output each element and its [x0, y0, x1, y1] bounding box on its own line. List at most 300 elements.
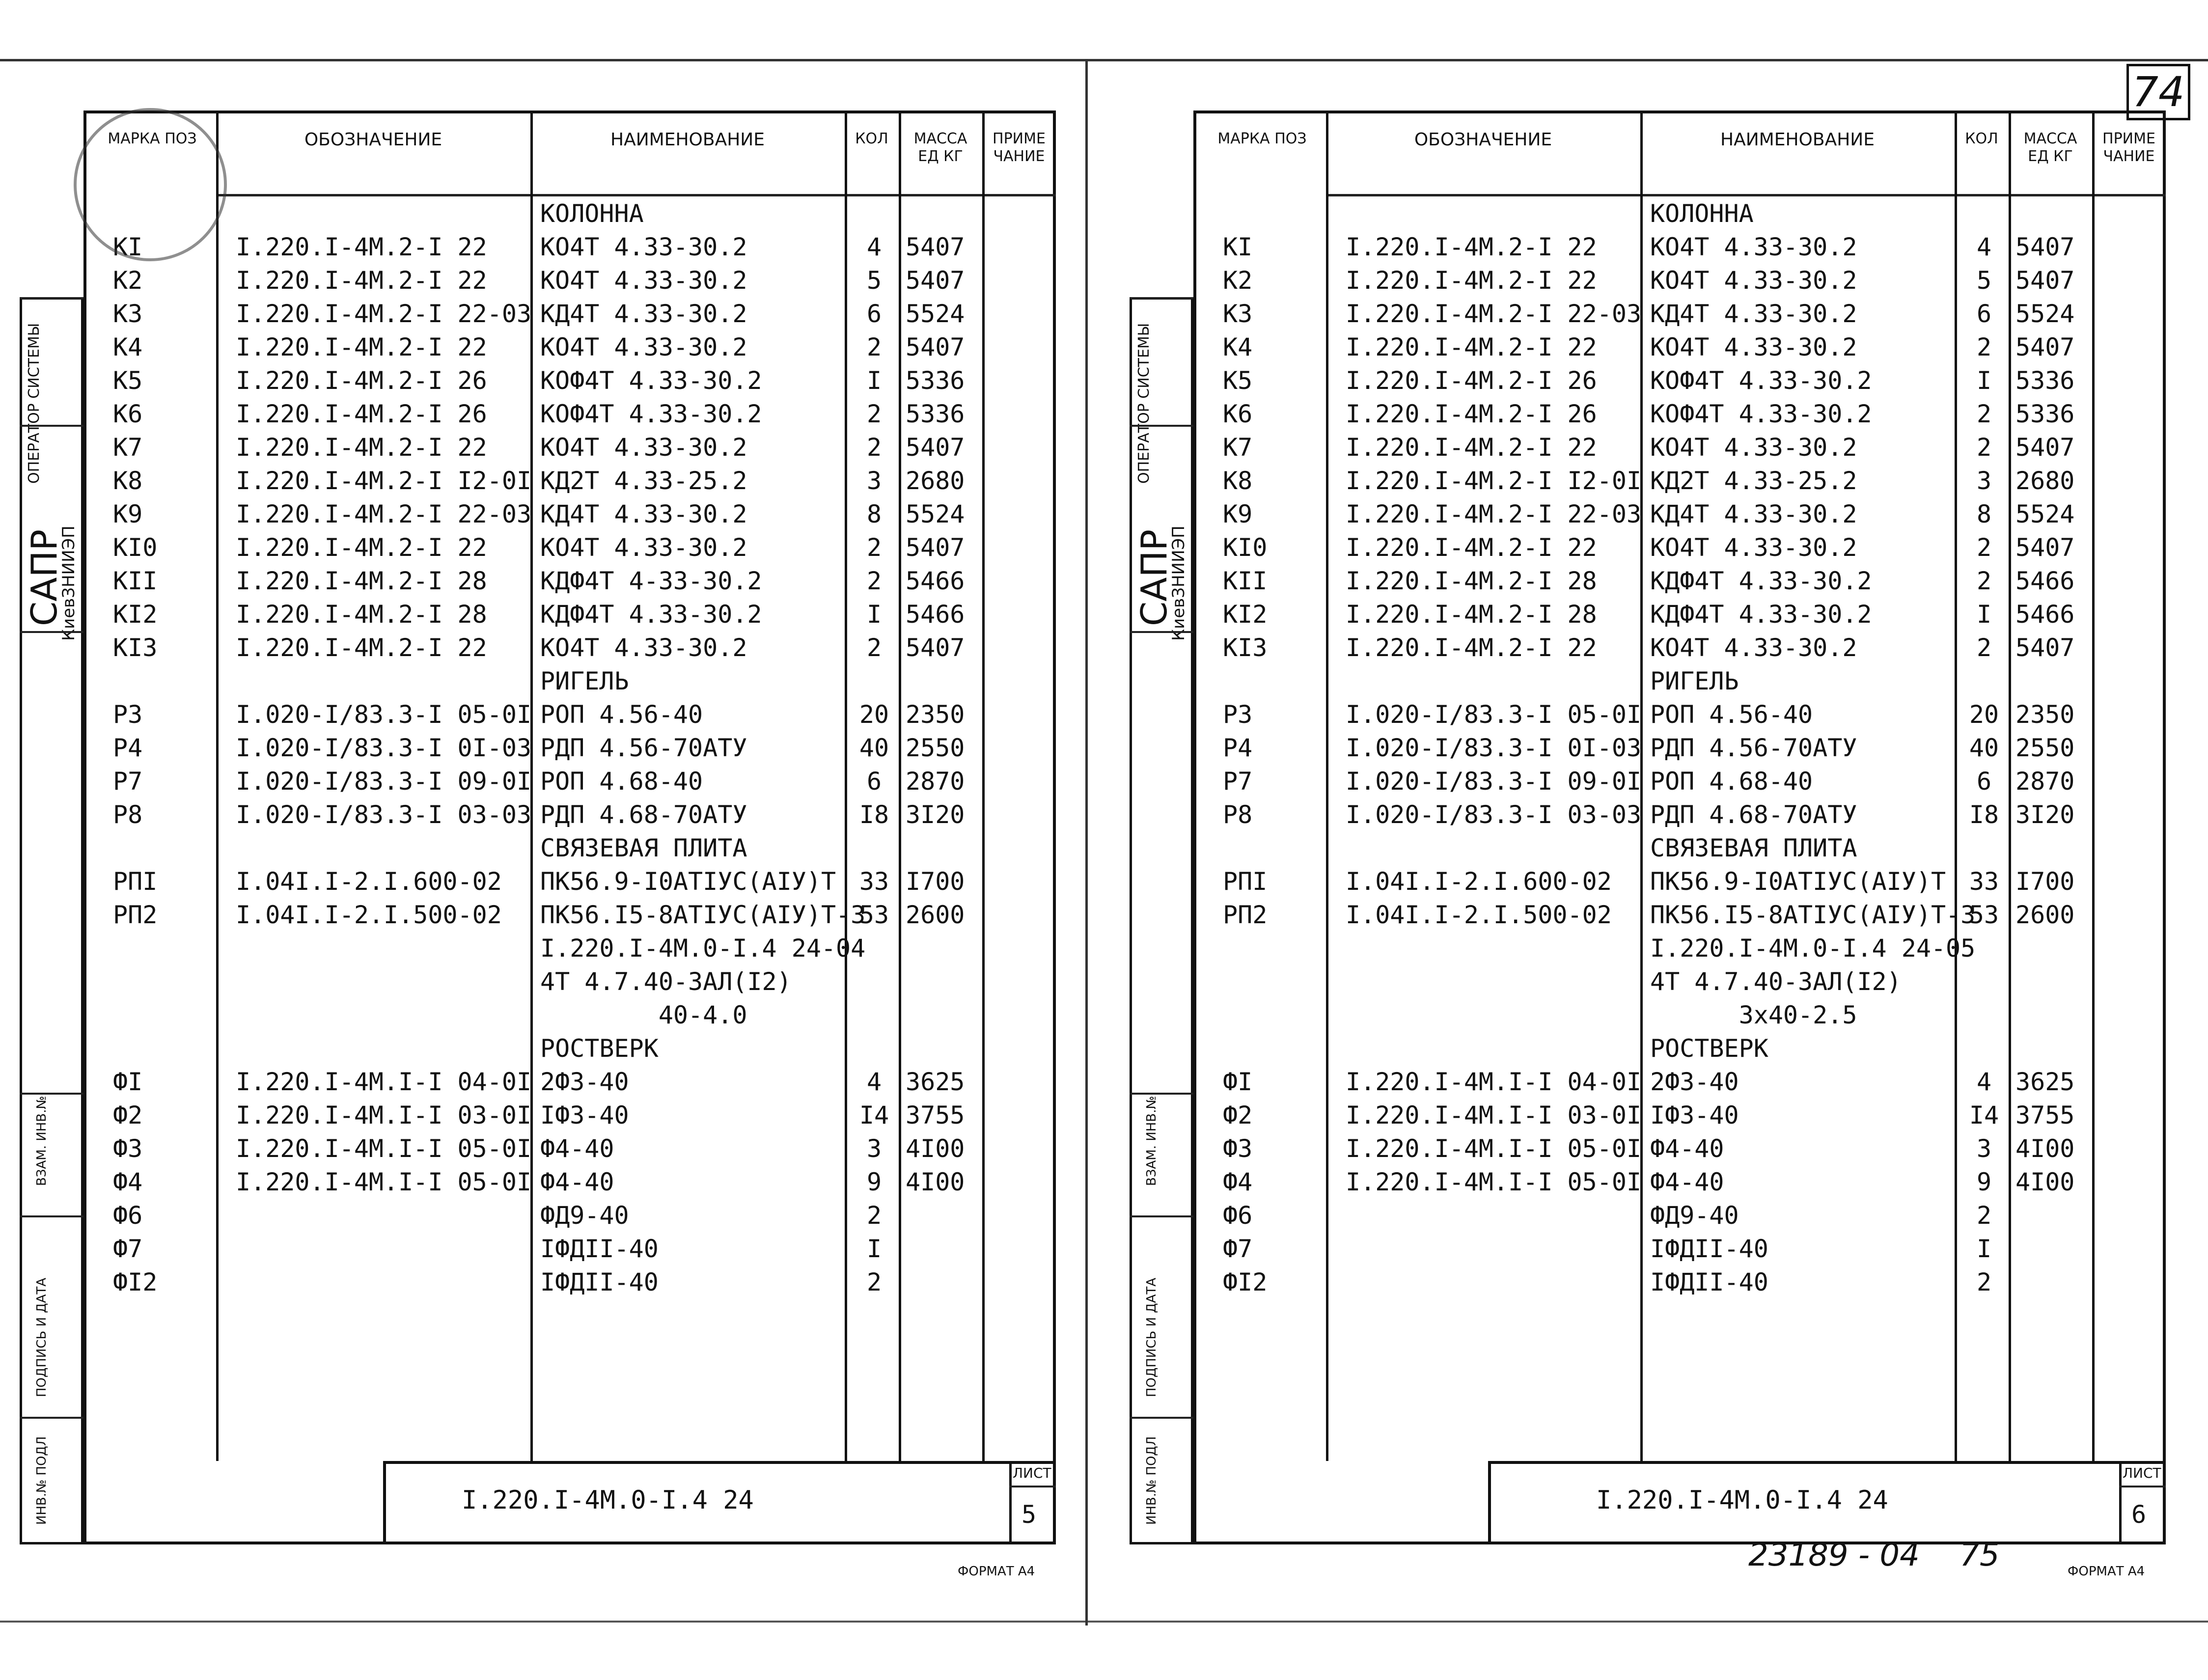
- cell-oboznachenie: I.020-I/83.3-I 05-0I: [236, 700, 532, 729]
- cell-naimenovanie: КО4Т 4.33-30.2: [1650, 266, 1857, 295]
- cell-kol: 53: [859, 901, 889, 929]
- cell-naimenovanie: ПК56.9-I0АТIУС(АIУ)Т: [1650, 867, 1946, 896]
- cell-massa: 3I20: [906, 800, 965, 829]
- cell-naimenovanie: 40-4.0: [540, 1001, 747, 1029]
- cell-kol: 2: [866, 333, 882, 361]
- cell-naimenovanie: КО4Т 4.33-30.2: [540, 433, 747, 462]
- stamp-podpis: ПОДПИСЬ И ДАТА: [1144, 1277, 1159, 1397]
- cell-oboznachenie: I.220.I-4М.I-I 05-0I: [1346, 1134, 1642, 1163]
- table-row: [1130, 332, 2171, 366]
- cell-marka: К2: [113, 266, 143, 295]
- table-row: [1130, 700, 2171, 733]
- cell-oboznachenie: I.220.I-4М.2-I I2-0I: [1346, 467, 1642, 495]
- cell-naimenovanie: ПК56.I5-8АТIУС(АIУ)Т-3: [1650, 901, 1976, 929]
- bottom-edge-line: [0, 1621, 2208, 1623]
- cell-kol: 40: [1969, 734, 1999, 762]
- table-row: [20, 1101, 1066, 1134]
- cell-marka: К5: [1223, 366, 1253, 395]
- cell-marka: КII: [1223, 567, 1268, 595]
- cell-naimenovanie: IФДII-40: [540, 1235, 659, 1263]
- cell-oboznachenie: I.220.I-4М.2-I 22: [236, 533, 487, 562]
- cell-massa: 5524: [906, 300, 965, 328]
- cell-naimenovanie: IФДII-40: [1650, 1268, 1768, 1296]
- table-row: [1130, 867, 2171, 900]
- stamp-operator: ОПЕРАТОР СИСТЕМЫ: [26, 323, 43, 484]
- cell-oboznachenie: I.220.I-4М.2-I 22: [1346, 233, 1597, 261]
- cell-massa: 5466: [906, 567, 965, 595]
- cell-massa: 4I00: [906, 1168, 965, 1196]
- cell-marka: РПI: [113, 867, 158, 896]
- cell-kol: 6: [1976, 300, 1992, 328]
- cell-marka: КI: [113, 233, 143, 261]
- cell-marka: Р8: [1223, 800, 1253, 829]
- cell-kol: 53: [1969, 901, 1999, 929]
- cell-marka: КI3: [1223, 633, 1268, 662]
- cell-naimenovanie: РДП 4.56-70АТУ: [540, 734, 747, 762]
- table-row: [20, 366, 1066, 399]
- cell-massa: 5466: [2015, 567, 2075, 595]
- cell-oboznachenie: I.220.I-4М.2-I 22: [236, 266, 487, 295]
- table-row: [1130, 299, 2171, 332]
- cell-kol: 2: [866, 1268, 882, 1296]
- table-row: [1130, 633, 2171, 666]
- table-row: [20, 700, 1066, 733]
- cell-naimenovanie: КДФ4Т 4.33-30.2: [1650, 600, 1872, 629]
- cell-kol: 2: [866, 567, 882, 595]
- stamp-operator: ОПЕРАТОР СИСТЕМЫ: [1135, 323, 1153, 484]
- cell-oboznachenie: I.220.I-4М.2-I 28: [236, 567, 487, 595]
- cell-oboznachenie: I.04I.I-2.I.500-02: [236, 901, 502, 929]
- stamp-divider: [20, 1417, 83, 1419]
- cell-marka: Р3: [1223, 700, 1253, 729]
- table-row: [20, 867, 1066, 900]
- cell-oboznachenie: I.04I.I-2.I.600-02: [236, 867, 502, 896]
- header-bottom-line: [216, 194, 1056, 196]
- cell-massa: 2550: [2015, 734, 2075, 762]
- cell-marka: Ф7: [1223, 1235, 1253, 1263]
- cell-marka: ФI2: [113, 1268, 158, 1296]
- stamp-vzam: ВЗАМ. ИНВ.№: [34, 1096, 49, 1186]
- cell-naimenovanie: Ф4-40: [1650, 1168, 1724, 1196]
- cell-kol: 8: [866, 500, 882, 528]
- cell-massa: 5407: [906, 266, 965, 295]
- table-row: [20, 1067, 1066, 1101]
- cell-naimenovanie: СВЯЗЕВАЯ ПЛИТА: [1650, 834, 1857, 862]
- table-row: [20, 533, 1066, 566]
- cell-naimenovanie: КД4Т 4.33-30.2: [540, 300, 747, 328]
- table-row: [1130, 800, 2171, 833]
- cell-naimenovanie: КОФ4Т 4.33-30.2: [1650, 366, 1872, 395]
- cell-naimenovanie: РОСТВЕРК: [1650, 1034, 1768, 1063]
- cell-massa: 5407: [906, 633, 965, 662]
- cell-massa: 5336: [906, 400, 965, 428]
- table-row: [20, 833, 1066, 867]
- cell-massa: 2870: [2015, 767, 2075, 796]
- table-row: [20, 600, 1066, 633]
- header-massa: МАССА ЕД КГ: [913, 130, 967, 165]
- cell-massa: I700: [906, 867, 965, 896]
- cell-naimenovanie: РОП 4.68-40: [540, 767, 703, 796]
- cell-kol: 20: [859, 700, 889, 729]
- cell-oboznachenie: I.020-I/83.3-I 05-0I: [1346, 700, 1642, 729]
- table-row: [1130, 1067, 2171, 1101]
- header-bottom-line: [1326, 194, 2166, 196]
- cell-kol: 2: [866, 433, 882, 462]
- cell-kol: 40: [859, 734, 889, 762]
- cell-naimenovanie: КДФ4Т 4.33-30.2: [540, 600, 762, 629]
- table-row: [20, 1134, 1066, 1167]
- cell-oboznachenie: I.220.I-4М.I-I 03-0I: [236, 1101, 532, 1129]
- table-row: [1130, 1101, 2171, 1134]
- page-number: 74: [2132, 68, 2185, 116]
- table-row: [20, 499, 1066, 533]
- table-row: [1130, 1134, 2171, 1167]
- cell-marka: Р3: [113, 700, 143, 729]
- format-label: ФОРМАТ А4: [2068, 1564, 2145, 1579]
- cell-marka: РП2: [1223, 901, 1268, 929]
- header-oboznachenie: ОБОЗНАЧЕНИЕ: [1414, 130, 1552, 150]
- cell-naimenovanie: 3х40-2.5: [1650, 1001, 1857, 1029]
- table-row: [1130, 266, 2171, 299]
- center-fold-line: [1085, 59, 1088, 1625]
- cell-marka: К6: [113, 400, 143, 428]
- cell-kol: 4: [866, 233, 882, 261]
- table-row: [20, 800, 1066, 833]
- table-row: [20, 399, 1066, 433]
- cell-naimenovanie: IФ3-40: [1650, 1101, 1739, 1129]
- cell-oboznachenie: I.020-I/83.3-I 09-0I: [236, 767, 532, 796]
- cell-marka: КI: [1223, 233, 1253, 261]
- cell-oboznachenie: I.220.I-4М.I-I 03-0I: [1346, 1101, 1642, 1129]
- cell-naimenovanie: РОСТВЕРК: [540, 1034, 659, 1063]
- cell-marka: Ф4: [113, 1168, 143, 1196]
- cell-kol: I8: [859, 800, 889, 829]
- cell-naimenovanie: 4Т 4.7.40-3АЛ(I2): [1650, 967, 1902, 996]
- table-row: [20, 633, 1066, 666]
- cell-kol: I: [866, 1235, 882, 1263]
- cell-naimenovanie: IФ3-40: [540, 1101, 629, 1129]
- cell-oboznachenie: I.020-I/83.3-I 03-03: [236, 800, 532, 829]
- cell-massa: 2680: [906, 467, 965, 495]
- cell-massa: 5407: [2015, 533, 2075, 562]
- cell-kol: 2: [1976, 1268, 1992, 1296]
- cell-naimenovanie: КДФ4Т 4-33-30.2: [540, 567, 762, 595]
- stamp-seal: [74, 108, 227, 261]
- header-marka: МАРКА ПОЗ: [1217, 130, 1307, 147]
- cell-oboznachenie: I.220.I-4М.2-I 26: [1346, 400, 1597, 428]
- table-row: [1130, 1167, 2171, 1201]
- cell-naimenovanie: КО4Т 4.33-30.2: [1650, 633, 1857, 662]
- table-row: [1130, 1000, 2171, 1034]
- cell-kol: 5: [866, 266, 882, 295]
- header-kol: КОЛ: [855, 130, 888, 147]
- cell-oboznachenie: I.220.I-4М.2-I 28: [1346, 600, 1597, 629]
- cell-oboznachenie: I.220.I-4М.2-I 22: [236, 333, 487, 361]
- cell-naimenovanie: КО4Т 4.33-30.2: [1650, 233, 1857, 261]
- stamp-podpis: ПОДПИСЬ И ДАТА: [34, 1277, 49, 1397]
- cell-kol: I: [866, 600, 882, 629]
- cell-naimenovanie: КД2Т 4.33-25.2: [1650, 467, 1857, 495]
- cell-massa: 5524: [2015, 500, 2075, 528]
- cell-kol: 33: [859, 867, 889, 896]
- cell-oboznachenie: I.020-I/83.3-I 0I-03: [236, 734, 532, 762]
- cell-naimenovanie: КД4Т 4.33-30.2: [1650, 300, 1857, 328]
- table-row: [1130, 900, 2171, 934]
- cell-naimenovanie: Ф4-40: [540, 1168, 614, 1196]
- cell-massa: 2550: [906, 734, 965, 762]
- cell-marka: ФI2: [1223, 1268, 1268, 1296]
- cell-massa: 5407: [2015, 266, 2075, 295]
- cell-naimenovanie: КД2Т 4.33-25.2: [540, 467, 747, 495]
- table-row: [20, 299, 1066, 332]
- cell-naimenovanie: КД4Т 4.33-30.2: [1650, 500, 1857, 528]
- cell-massa: 2680: [2015, 467, 2075, 495]
- cell-naimenovanie: ПК56.I5-8АТIУС(АIУ)Т-3: [540, 901, 866, 929]
- cell-kol: 33: [1969, 867, 1999, 896]
- cell-kol: 4: [866, 1068, 882, 1096]
- cell-kol: I8: [1969, 800, 1999, 829]
- cell-marka: К2: [1223, 266, 1253, 295]
- title-list-line: [1009, 1486, 1056, 1487]
- cell-kol: I4: [859, 1101, 889, 1129]
- cell-naimenovanie: КОФ4Т 4.33-30.2: [540, 366, 762, 395]
- cell-naimenovanie: Ф4-40: [540, 1134, 614, 1163]
- cell-marka: Р4: [1223, 734, 1253, 762]
- cell-oboznachenie: I.220.I-4М.2-I I2-0I: [236, 467, 532, 495]
- header-naimenovanie: НАИМЕНОВАНИЕ: [1720, 130, 1875, 150]
- table-row: [1130, 733, 2171, 767]
- table-row: [1130, 499, 2171, 533]
- table-row: [20, 767, 1066, 800]
- cell-massa: 5407: [2015, 333, 2075, 361]
- cell-naimenovanie: КО4Т 4.33-30.2: [540, 533, 747, 562]
- cell-naimenovanie: КО4Т 4.33-30.2: [540, 266, 747, 295]
- cell-kol: 2: [1976, 633, 1992, 662]
- table-row: [20, 666, 1066, 700]
- table-row: [20, 332, 1066, 366]
- cell-naimenovanie: IФДII-40: [540, 1268, 659, 1296]
- table-row: [20, 934, 1066, 967]
- cell-naimenovanie: ФД9-40: [540, 1201, 629, 1230]
- cell-marka: Ф3: [1223, 1134, 1253, 1163]
- table-row: [20, 900, 1066, 934]
- cell-kol: 2: [866, 1201, 882, 1230]
- header-primechanie: ПРИМЕ ЧАНИЕ: [993, 130, 1046, 165]
- cell-oboznachenie: I.220.I-4М.2-I 22-03: [1346, 500, 1642, 528]
- cell-oboznachenie: I.220.I-4М.2-I 26: [236, 366, 487, 395]
- table-row: [1130, 767, 2171, 800]
- cell-marka: Ф6: [1223, 1201, 1253, 1230]
- stamp-divider: [1130, 1417, 1193, 1419]
- cell-kol: 4: [1976, 1068, 1992, 1096]
- title-designation: I.220.I-4М.0-I.4 24: [1596, 1486, 1888, 1515]
- header-massa: МАССА ЕД КГ: [2023, 130, 2077, 165]
- table-row: [1130, 232, 2171, 266]
- cell-naimenovanie: РОП 4.68-40: [1650, 767, 1813, 796]
- cell-massa: 3I20: [2015, 800, 2075, 829]
- cell-naimenovanie: РИГЕЛЬ: [1650, 667, 1739, 695]
- cell-oboznachenie: I.220.I-4М.2-I 22: [236, 433, 487, 462]
- cell-oboznachenie: I.220.I-4М.2-I 28: [236, 600, 487, 629]
- cell-oboznachenie: I.220.I-4М.2-I 22: [1346, 433, 1597, 462]
- cell-massa: 2600: [906, 901, 965, 929]
- cell-oboznachenie: I.04I.I-2.I.600-02: [1346, 867, 1612, 896]
- cell-marka: К5: [113, 366, 143, 395]
- cell-marka: КII: [113, 567, 158, 595]
- stamp-inv: ИНВ.№ ПОДЛ: [34, 1436, 49, 1525]
- cell-oboznachenie: I.220.I-4М.2-I 22: [1346, 333, 1597, 361]
- stamp-inv: ИНВ.№ ПОДЛ: [1144, 1436, 1159, 1525]
- cell-oboznachenie: I.020-I/83.3-I 09-0I: [1346, 767, 1642, 796]
- table-row: [1130, 366, 2171, 399]
- cell-massa: 2350: [2015, 700, 2075, 729]
- cell-kol: 2: [866, 533, 882, 562]
- cell-oboznachenie: I.220.I-4М.I-I 04-0I: [236, 1068, 532, 1096]
- cell-massa: 3755: [2015, 1101, 2075, 1129]
- cell-naimenovanie: КО4Т 4.33-30.2: [540, 333, 747, 361]
- cell-marka: Ф2: [1223, 1101, 1253, 1129]
- cell-marka: КI2: [1223, 600, 1268, 629]
- table-row: [20, 466, 1066, 499]
- cell-naimenovanie: КОФ4Т 4.33-30.2: [540, 400, 762, 428]
- cell-massa: 5407: [906, 533, 965, 562]
- table-row: [20, 1267, 1066, 1301]
- cell-massa: 2870: [906, 767, 965, 796]
- cell-naimenovanie: КОФ4Т 4.33-30.2: [1650, 400, 1872, 428]
- cell-oboznachenie: I.220.I-4М.2-I 22: [1346, 533, 1597, 562]
- cell-oboznachenie: I.220.I-4М.2-I 22: [1346, 266, 1597, 295]
- cell-kol: 2: [1976, 1201, 1992, 1230]
- table-row: [20, 1201, 1066, 1234]
- cell-marka: Р8: [113, 800, 143, 829]
- cell-kol: 6: [866, 300, 882, 328]
- cell-kol: I: [1976, 1235, 1992, 1263]
- cell-naimenovanie: I.220.I-4М.0-I.4 24-05: [1650, 934, 1976, 963]
- title-list-divider: [2119, 1461, 2122, 1544]
- cell-marka: Ф4: [1223, 1168, 1253, 1196]
- table-row: [1130, 1034, 2171, 1067]
- cell-marka: К8: [113, 467, 143, 495]
- cell-oboznachenie: I.020-I/83.3-I 0I-03: [1346, 734, 1642, 762]
- header-marka: МАРКА ПОЗ: [108, 130, 197, 147]
- cell-massa: 5407: [906, 433, 965, 462]
- cell-oboznachenie: I.220.I-4М.2-I 22: [1346, 633, 1597, 662]
- table-row: [1130, 967, 2171, 1000]
- cell-marka: Р7: [1223, 767, 1253, 796]
- table-row: [20, 1234, 1066, 1267]
- cell-kol: 4: [1976, 233, 1992, 261]
- cell-massa: 5466: [2015, 600, 2075, 629]
- cell-marka: К9: [113, 500, 143, 528]
- cell-marka: РПI: [1223, 867, 1268, 896]
- stamp-vzam: ВЗАМ. ИНВ.№: [1144, 1096, 1159, 1186]
- cell-massa: 5407: [906, 233, 965, 261]
- cell-kol: 6: [866, 767, 882, 796]
- cell-naimenovanie: IФДII-40: [1650, 1235, 1768, 1263]
- stamp-org: КиевЗНИИЭП: [1169, 525, 1188, 641]
- cell-naimenovanie: I.220.I-4М.0-I.4 24-04: [540, 934, 866, 963]
- cell-oboznachenie: I.220.I-4М.I-I 05-0I: [1346, 1168, 1642, 1196]
- cell-massa: 5407: [2015, 433, 2075, 462]
- header-naimenovanie: НАИМЕНОВАНИЕ: [610, 130, 765, 150]
- cell-marka: К4: [1223, 333, 1253, 361]
- header-kol: КОЛ: [1965, 130, 1998, 147]
- cell-massa: 5336: [2015, 400, 2075, 428]
- cell-kol: I4: [1969, 1101, 1999, 1129]
- cell-naimenovanie: КО4Т 4.33-30.2: [1650, 333, 1857, 361]
- cell-oboznachenie: I.220.I-4М.2-I 22-03: [1346, 300, 1642, 328]
- cell-oboznachenie: I.020-I/83.3-I 03-03: [1346, 800, 1642, 829]
- cell-oboznachenie: I.220.I-4М.I-I 04-0I: [1346, 1068, 1642, 1096]
- table-row: [20, 266, 1066, 299]
- cell-kol: I: [1976, 366, 1992, 395]
- cell-marka: ФI: [1223, 1068, 1253, 1096]
- cell-naimenovanie: КД4Т 4.33-30.2: [540, 500, 747, 528]
- top-edge-line: [0, 59, 2208, 61]
- cell-kol: 20: [1969, 700, 1999, 729]
- cell-massa: 5524: [906, 500, 965, 528]
- cell-oboznachenie: I.220.I-4М.2-I 22-03: [236, 300, 532, 328]
- cell-oboznachenie: I.220.I-4М.I-I 05-0I: [236, 1134, 532, 1163]
- cell-naimenovanie: РОП 4.56-40: [1650, 700, 1813, 729]
- cell-naimenovanie: ФД9-40: [1650, 1201, 1739, 1230]
- title-list-line: [2119, 1486, 2166, 1487]
- cell-naimenovanie: 2Ф3-40: [1650, 1068, 1739, 1096]
- cell-kol: 2: [866, 400, 882, 428]
- cell-naimenovanie: КДФ4Т 4.33-30.2: [1650, 567, 1872, 595]
- title-designation: I.220.I-4М.0-I.4 24: [462, 1486, 754, 1515]
- cell-massa: 2350: [906, 700, 965, 729]
- cell-oboznachenie: I.220.I-4М.2-I 26: [1346, 366, 1597, 395]
- cell-kol: 2: [866, 633, 882, 662]
- cell-massa: 5407: [906, 333, 965, 361]
- cell-marka: К3: [1223, 300, 1253, 328]
- cell-kol: 2: [1976, 533, 1992, 562]
- cell-massa: 2600: [2015, 901, 2075, 929]
- cell-naimenovanie: РИГЕЛЬ: [540, 667, 629, 695]
- list-label: ЛИСТ: [2123, 1465, 2161, 1481]
- cell-naimenovanie: КО4Т 4.33-30.2: [1650, 533, 1857, 562]
- list-label: ЛИСТ: [1013, 1465, 1051, 1481]
- cell-naimenovanie: РДП 4.56-70АТУ: [1650, 734, 1857, 762]
- table-row: [20, 967, 1066, 1000]
- list-number: 6: [2131, 1500, 2147, 1529]
- table-row: [20, 1034, 1066, 1067]
- cell-kol: 3: [866, 467, 882, 495]
- cell-naimenovanie: 2Ф3-40: [540, 1068, 629, 1096]
- cell-marka: К7: [113, 433, 143, 462]
- cell-kol: 3: [1976, 467, 1992, 495]
- cell-massa: 5524: [2015, 300, 2075, 328]
- table-row: [20, 1000, 1066, 1034]
- cell-massa: 3625: [906, 1068, 965, 1096]
- cell-massa: 3755: [906, 1101, 965, 1129]
- cell-marka: К7: [1223, 433, 1253, 462]
- cell-massa: 4I00: [2015, 1134, 2075, 1163]
- table-row: [1130, 199, 2171, 232]
- cell-naimenovanie: КОЛОННА: [1650, 199, 1754, 228]
- cell-oboznachenie: I.04I.I-2.I.500-02: [1346, 901, 1612, 929]
- cell-massa: 4I00: [906, 1134, 965, 1163]
- header-oboznachenie: ОБОЗНАЧЕНИЕ: [304, 130, 442, 150]
- table-row: [1130, 666, 2171, 700]
- cell-naimenovanie: КО4Т 4.33-30.2: [540, 633, 747, 662]
- cell-marka: К9: [1223, 500, 1253, 528]
- cell-naimenovanie: ПК56.9-I0АТIУС(АIУ)Т: [540, 867, 836, 896]
- cell-marka: КI0: [113, 533, 158, 562]
- table-row: [1130, 833, 2171, 867]
- cell-kol: 2: [1976, 433, 1992, 462]
